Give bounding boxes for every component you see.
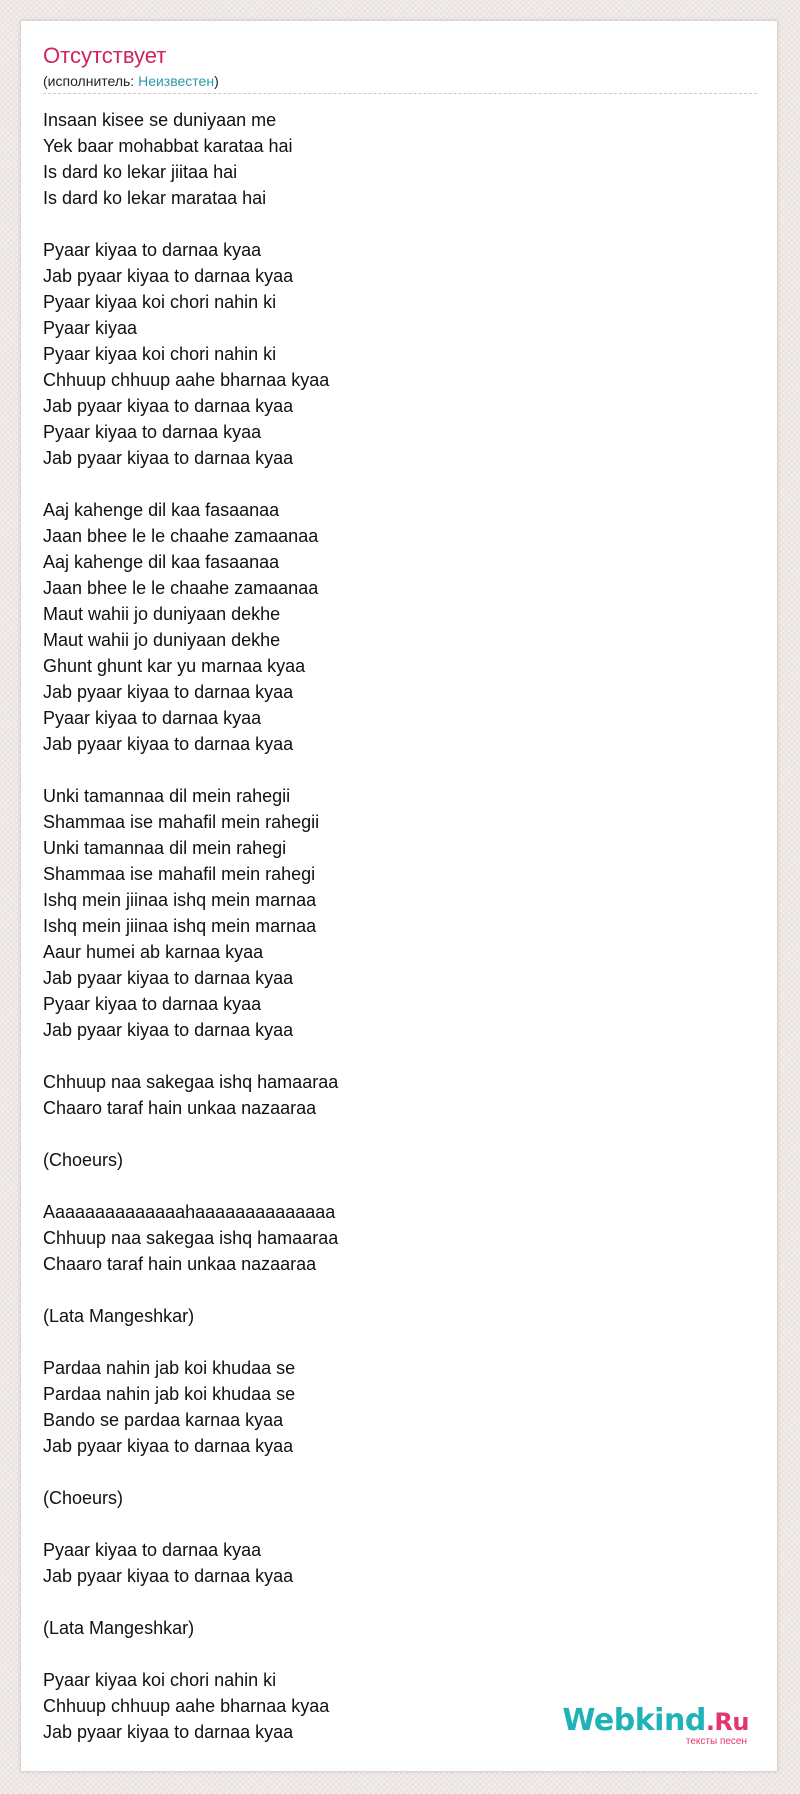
song-title: Отсутствует: [43, 43, 167, 68]
lyrics-line: Jab pyaar kiyaa to darnaa kyaa: [43, 1722, 294, 1742]
lyrics-line: Jab pyaar kiyaa to darnaa kyaa: [43, 968, 294, 988]
lyrics-stanza: [43, 1069, 757, 1121]
lyrics-line: Aaj kahenge dil kaa fasaanaa: [43, 500, 280, 520]
song-header: [43, 43, 757, 90]
lyrics-line: Pyaar kiyaa to darnaa kyaa: [43, 708, 262, 728]
lyrics-line: (Lata Mangeshkar): [43, 1306, 195, 1326]
lyrics-line: Pyaar kiyaa koi chori nahin ki: [43, 292, 277, 312]
lyrics-line: Pyaar kiyaa: [43, 318, 138, 338]
logo-tld: .Ru: [705, 1708, 749, 1736]
lyrics-stanza: [43, 1355, 757, 1459]
lyrics-line: (Choeurs): [43, 1150, 124, 1170]
lyrics-stanza: [43, 1485, 757, 1511]
lyrics-stanza: [43, 497, 757, 757]
lyrics-line: Maut wahii jo duniyaan dekhe: [43, 604, 281, 624]
lyrics-line: Jab pyaar kiyaa to darnaa kyaa: [43, 448, 294, 468]
lyrics-line: Jaan bhee le le chaahe zamaanaa: [43, 578, 319, 598]
logo-name: Webkind: [562, 1703, 706, 1738]
logo-tagline: тексты песен: [685, 1736, 747, 1747]
lyrics-stanza: [43, 1303, 757, 1329]
lyrics-stanza: [43, 783, 757, 1043]
artist-prefix: (исполнитель:: [43, 73, 139, 89]
lyrics-line: Yek baar mohabbat karataa hai: [43, 136, 293, 156]
lyrics-line: Jab pyaar kiyaa to darnaa kyaa: [43, 396, 294, 416]
lyrics-line: Jab pyaar kiyaa to darnaa kyaa: [43, 682, 294, 702]
lyrics-line: Unki tamannaa dil mein rahegii: [43, 786, 291, 806]
lyrics-line: Ghunt ghunt kar yu marnaa kyaa: [43, 656, 306, 676]
lyrics-line: Pardaa nahin jab koi khudaa se: [43, 1384, 296, 1404]
lyrics-stanza: [43, 107, 757, 211]
lyrics-line: Chaaro taraf hain unkaa nazaaraa: [43, 1254, 317, 1274]
lyrics-line: Aaaaaaaaaaaaaahaaaaaaaaaaaaaa: [43, 1202, 336, 1222]
lyrics-line: Pyaar kiyaa to darnaa kyaa: [43, 994, 262, 1014]
lyrics-line: Jab pyaar kiyaa to darnaa kyaa: [43, 266, 294, 286]
lyrics-stanza: [43, 1199, 757, 1277]
lyrics-line: Is dard ko lekar marataa hai: [43, 188, 267, 208]
lyrics-line: (Choeurs): [43, 1488, 124, 1508]
lyrics-line: Shammaa ise mahafil mein rahegi: [43, 864, 316, 884]
lyrics-line: Ishq mein jiinaa ishq mein marnaa: [43, 890, 317, 910]
lyrics-card: [20, 20, 778, 1772]
lyrics-line: Maut wahii jo duniyaan dekhe: [43, 630, 281, 650]
lyrics-line: Chaaro taraf hain unkaa nazaaraa: [43, 1098, 317, 1118]
lyrics-line: Chhuup naa sakegaa ishq hamaaraa: [43, 1228, 339, 1248]
lyrics-line: (Lata Mangeshkar): [43, 1618, 195, 1638]
lyrics-line: Jab pyaar kiyaa to darnaa kyaa: [43, 1020, 294, 1040]
lyrics-stanza: [43, 1615, 757, 1641]
logo-wordmark: [562, 1705, 749, 1738]
lyrics-line: Chhuup naa sakegaa ishq hamaaraa: [43, 1072, 339, 1092]
lyrics-line: Chhuup chhuup aahe bharnaa kyaa: [43, 370, 330, 390]
lyrics-line: Pyaar kiyaa to darnaa kyaa: [43, 240, 262, 260]
lyrics-stanza: [43, 237, 757, 471]
lyrics-line: Chhuup chhuup aahe bharnaa kyaa: [43, 1696, 330, 1716]
lyrics-line: Pyaar kiyaa to darnaa kyaa: [43, 422, 262, 442]
lyrics-line: Pyaar kiyaa to darnaa kyaa: [43, 1540, 262, 1560]
lyrics-stanza: [43, 1147, 757, 1173]
lyrics-line: Aaur humei ab karnaa kyaa: [43, 942, 264, 962]
lyrics-line: Jaan bhee le le chaahe zamaanaa: [43, 526, 319, 546]
lyrics-line: Pyaar kiyaa koi chori nahin ki: [43, 344, 277, 364]
lyrics-line: Jab pyaar kiyaa to darnaa kyaa: [43, 1436, 294, 1456]
artist-suffix: ): [214, 73, 219, 89]
artist-line: [43, 72, 757, 90]
header-divider: [43, 93, 757, 94]
lyrics-line: Aaj kahenge dil kaa fasaanaa: [43, 552, 280, 572]
webkind-logo[interactable]: [562, 1705, 749, 1747]
lyrics-text: [43, 107, 757, 1745]
lyrics-line: Pyaar kiyaa koi chori nahin ki: [43, 1670, 277, 1690]
lyrics-line: Jab pyaar kiyaa to darnaa kyaa: [43, 1566, 294, 1586]
lyrics-line: Jab pyaar kiyaa to darnaa kyaa: [43, 734, 294, 754]
artist-link[interactable]: Неизвестен: [138, 73, 215, 89]
lyrics-line: Unki tamannaa dil mein rahegi: [43, 838, 287, 858]
lyrics-line: Bando se pardaa karnaa kyaa: [43, 1410, 284, 1430]
lyrics-stanza: [43, 1537, 757, 1589]
lyrics-line: Pardaa nahin jab koi khudaa se: [43, 1358, 296, 1378]
lyrics-line: Insaan kisee se duniyaan me: [43, 110, 277, 130]
lyrics-line: Shammaa ise mahafil mein rahegii: [43, 812, 320, 832]
lyrics-line: Ishq mein jiinaa ishq mein marnaa: [43, 916, 317, 936]
lyrics-line: Is dard ko lekar jiitaa hai: [43, 162, 238, 182]
